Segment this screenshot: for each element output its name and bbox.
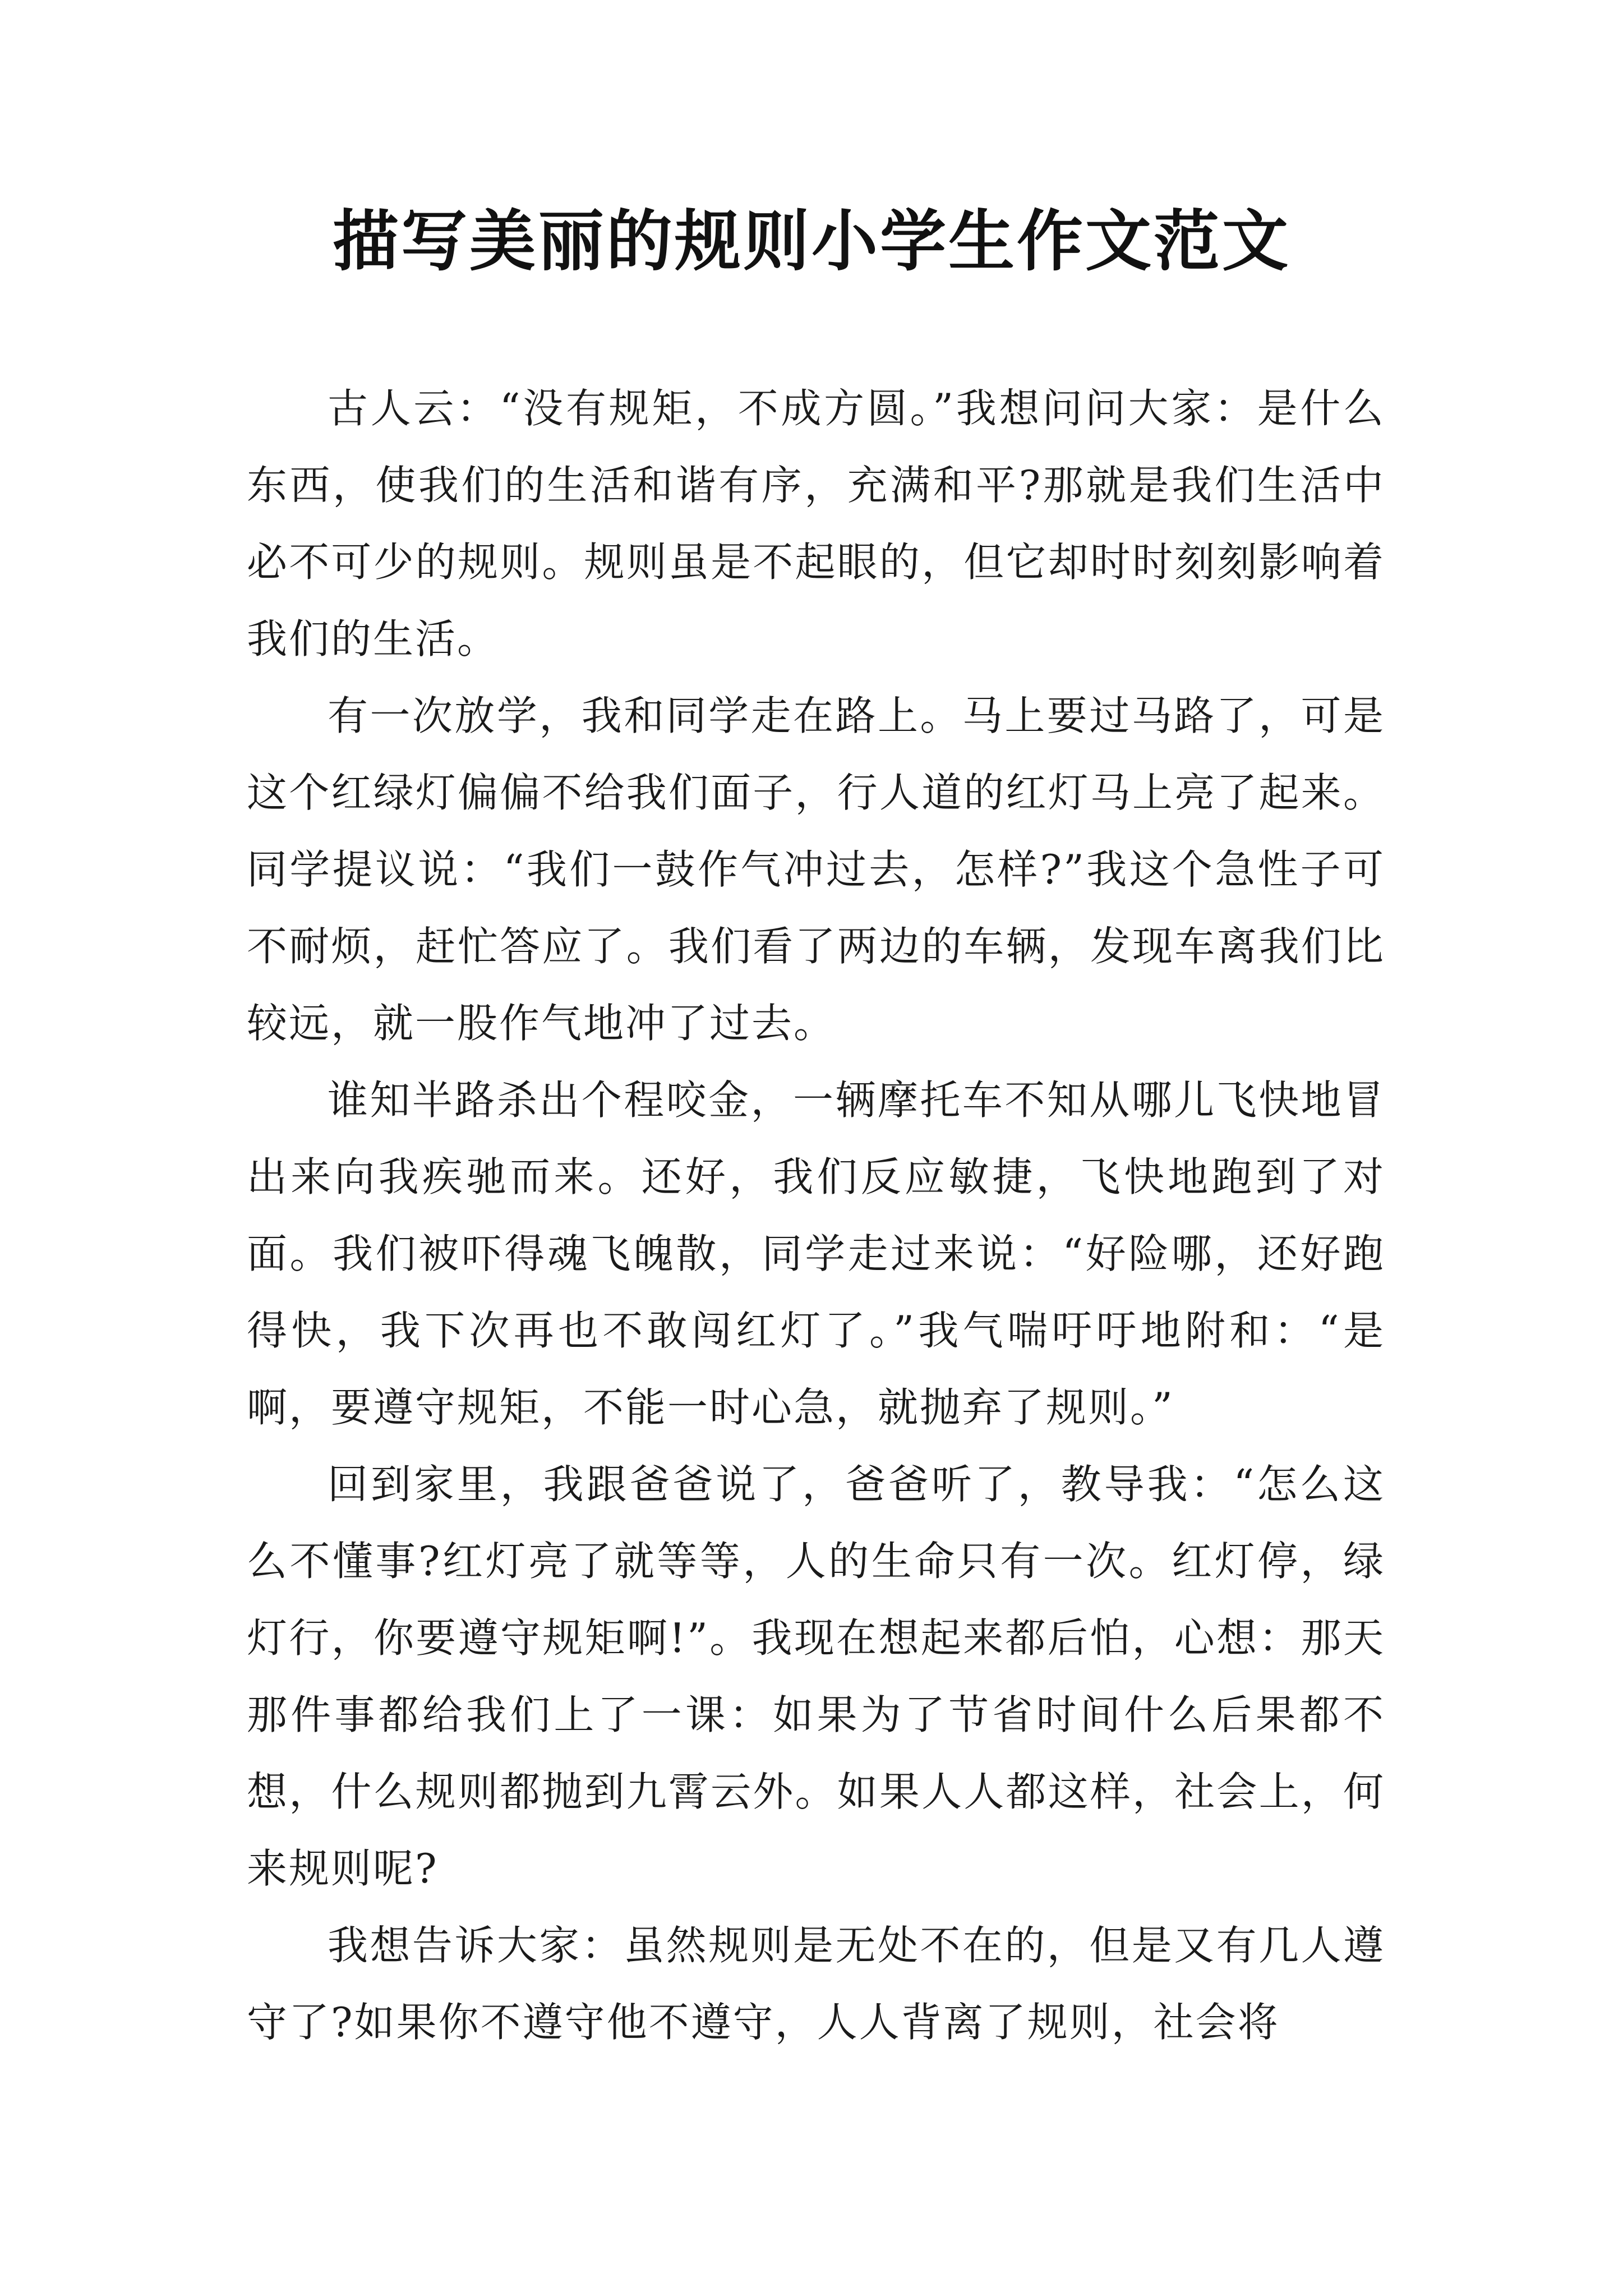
paragraph-5: 我想告诉大家：虽然规则是无处不在的，但是又有几人遵守了?如果你不遵守他不遵守，人人背离了规则，社会将 (247, 1922, 1385, 2046)
document-title: 描写美丽的规则小学生作文范文 (332, 202, 1290, 280)
paragraph-4: 回到家里，我跟爸爸说了，爸爸听了，教导我：“怎么这么不懂事?红灯亮了就等等，人的生命只有一次。红灯停，绿灯行，你要遵守规矩啊!”。我现在想起来都后怕，心想：那天那件事都给我们上了一课：如果为了节省时间什么后果都不想，什么规则都抛到九霄云外。如果人人都这样，社会上，何来规则呢? (247, 1461, 1385, 1892)
document-body (247, 370, 1385, 2061)
paragraph-2: 有一次放学，我和同学走在路上。马上要过马路了，可是这个红绿灯偏偏不给我们面子，行人道的红灯马上亮了起来。同学提议说：“我们一鼓作气冲过去，怎样?”我这个急性子可不耐烦，赶忙答应了。我们看了两边的车辆，发现车离我们比较远，就一股作气地冲了过去。 (247, 692, 1385, 1047)
paragraph-1: 古人云：“没有规矩，不成方圆。”我想问问大家：是什么东西，使我们的生活和谐有序，充满和平?那就是我们生活中必不可少的规则。规则虽是不起眼的，但它却时时刻刻影响着我们的生活。 (247, 385, 1385, 662)
paragraph-3: 谁知半路杀出个程咬金，一辆摩托车不知从哪儿飞快地冒出来向我疾驰而来。还好，我们反应敏捷，飞快地跑到了对面。我们被吓得魂飞魄散，同学走过来说：“好险哪，还好跑得快，我下次再也不敢闯红灯了。”我气喘吁吁地附和：“是啊，要遵守规矩，不能一时心急，就抛弃了规则。” (247, 1076, 1385, 1431)
